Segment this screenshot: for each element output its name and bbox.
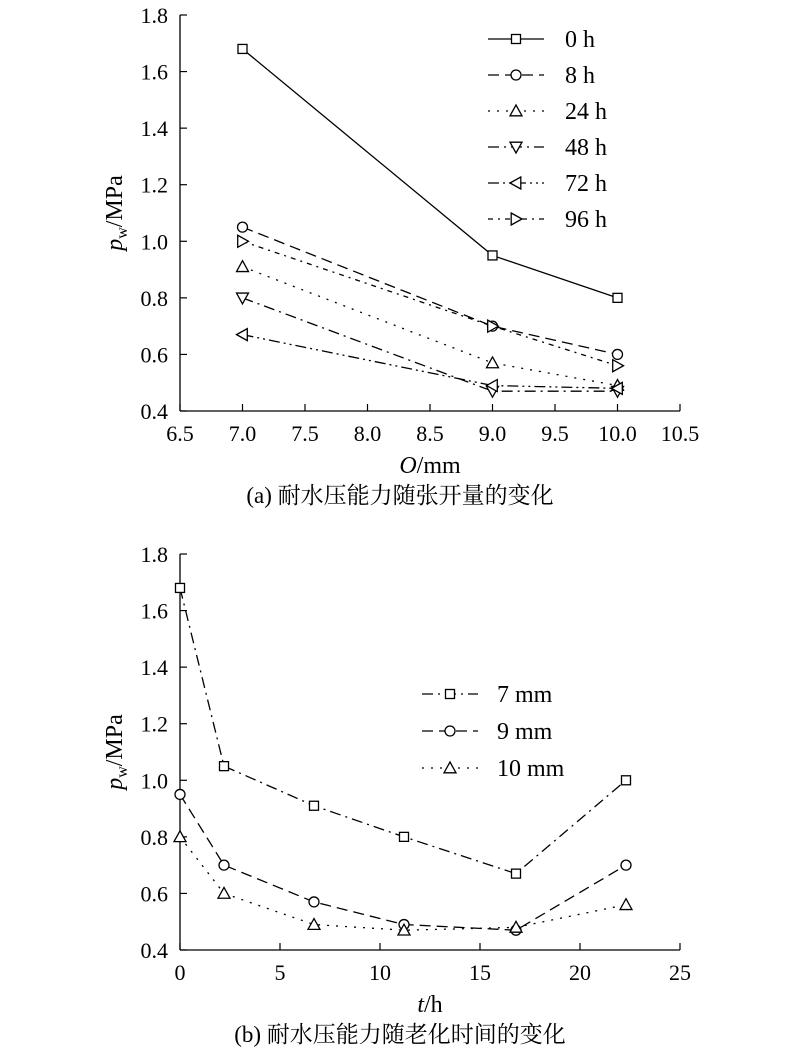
series-72-h bbox=[237, 329, 623, 395]
data-point bbox=[309, 897, 319, 907]
x-tick-label: 10 bbox=[369, 960, 391, 985]
data-point bbox=[308, 919, 320, 930]
y-tick-label: 1.2 bbox=[140, 711, 168, 737]
series-8-h bbox=[238, 222, 623, 359]
data-point bbox=[175, 789, 185, 799]
y-tick-label: 0.8 bbox=[140, 285, 168, 311]
chart-caption: (a) 耐水压能力随张开量的变化 bbox=[246, 483, 554, 508]
x-tick-label: 5 bbox=[274, 960, 286, 985]
x-tick-label: 7.0 bbox=[228, 421, 257, 446]
y-axis-label: $p_w$/MPa bbox=[102, 175, 131, 251]
series-line bbox=[180, 588, 626, 874]
series-line bbox=[243, 335, 618, 389]
data-point bbox=[218, 887, 230, 898]
y-tick-label: 1.6 bbox=[140, 59, 168, 85]
legend-entry bbox=[488, 27, 595, 53]
legend-entry bbox=[422, 756, 565, 782]
series-line bbox=[180, 837, 626, 930]
x-tick-label: 0 bbox=[174, 960, 186, 985]
legend-marker bbox=[445, 726, 455, 736]
legend-label: 24 h bbox=[565, 99, 607, 125]
x-axis-label: t/h bbox=[417, 992, 443, 1018]
legend-entry bbox=[488, 63, 595, 89]
data-point bbox=[237, 261, 249, 272]
legend-marker bbox=[511, 213, 522, 225]
legend-entry bbox=[488, 207, 607, 233]
data-point bbox=[176, 583, 185, 592]
legend-marker bbox=[444, 762, 456, 773]
legend-label: 48 h bbox=[565, 135, 607, 161]
legend-label: 7 mm bbox=[497, 682, 553, 708]
y-tick-label: 0.6 bbox=[140, 342, 168, 368]
y-tick-label: 1.0 bbox=[140, 229, 168, 255]
y-tick-label: 0.6 bbox=[140, 881, 168, 907]
data-point bbox=[488, 251, 497, 260]
legend-marker bbox=[511, 70, 521, 80]
legend-label: 96 h bbox=[565, 207, 607, 233]
legend-label: 8 h bbox=[565, 63, 595, 89]
series-9-mm bbox=[175, 789, 631, 935]
data-point bbox=[613, 293, 622, 302]
data-point bbox=[622, 776, 631, 785]
x-tick-label: 10.0 bbox=[598, 421, 637, 446]
series-96-h bbox=[238, 235, 624, 371]
x-tick-label: 8.5 bbox=[416, 421, 444, 446]
series-7-mm bbox=[176, 583, 631, 878]
legend-label: 72 h bbox=[565, 171, 607, 197]
legend-marker bbox=[510, 177, 521, 189]
y-tick-label: 1.0 bbox=[140, 768, 168, 794]
data-point bbox=[620, 899, 632, 910]
legend-entry bbox=[488, 135, 607, 161]
x-tick-label: 10.5 bbox=[660, 421, 700, 446]
y-tick-label: 1.6 bbox=[140, 598, 168, 624]
y-tick-label: 1.4 bbox=[140, 116, 168, 142]
x-tick-label: 20 bbox=[569, 960, 591, 985]
y-tick-label: 1.8 bbox=[140, 542, 168, 567]
x-tick-label: 9.5 bbox=[541, 421, 569, 446]
x-tick-label: 9.0 bbox=[478, 421, 507, 446]
legend-marker bbox=[510, 105, 522, 116]
series-line bbox=[180, 794, 626, 930]
data-point bbox=[310, 801, 319, 810]
legend-marker bbox=[512, 35, 521, 44]
legend-entry bbox=[422, 682, 553, 708]
series-line bbox=[243, 227, 618, 354]
series-line bbox=[243, 49, 618, 298]
data-point bbox=[400, 832, 409, 841]
y-tick-label: 1.4 bbox=[140, 655, 168, 681]
data-point bbox=[219, 860, 229, 870]
legend-entry bbox=[488, 171, 607, 197]
y-tick-label: 1.8 bbox=[140, 3, 168, 28]
data-point bbox=[238, 222, 248, 232]
y-tick-label: 0.4 bbox=[140, 938, 168, 963]
series-line bbox=[243, 241, 618, 365]
data-point bbox=[613, 349, 623, 359]
chart-caption: (b) 耐水压能力随老化时间的变化 bbox=[234, 1022, 566, 1047]
data-point bbox=[621, 860, 631, 870]
x-tick-label: 8.0 bbox=[353, 421, 382, 446]
data-point bbox=[237, 329, 248, 341]
x-tick-label: 6.5 bbox=[166, 421, 194, 446]
legend-entry bbox=[488, 99, 607, 125]
legend-label: 0 h bbox=[565, 27, 595, 53]
series-line bbox=[243, 298, 618, 391]
legend-entry bbox=[422, 719, 553, 745]
data-point bbox=[237, 293, 249, 304]
x-axis-label: O/mm bbox=[399, 453, 461, 479]
x-tick-label: 15 bbox=[469, 960, 491, 985]
data-point bbox=[238, 44, 247, 53]
chart-panel-b bbox=[102, 542, 691, 1047]
x-tick-label: 25 bbox=[669, 960, 691, 985]
y-tick-label: 1.2 bbox=[140, 172, 168, 198]
y-axis-label: $p_w$/MPa bbox=[102, 714, 131, 790]
series-48-h bbox=[237, 293, 624, 397]
data-point bbox=[613, 360, 624, 372]
data-point bbox=[512, 869, 521, 878]
data-point bbox=[487, 357, 499, 368]
data-point bbox=[238, 235, 249, 247]
legend-marker bbox=[446, 690, 455, 699]
x-tick-label: 7.5 bbox=[291, 421, 319, 446]
chart-panel-a bbox=[102, 3, 699, 508]
data-point bbox=[220, 762, 229, 771]
legend-label: 9 mm bbox=[497, 719, 553, 745]
y-tick-label: 0.8 bbox=[140, 824, 168, 850]
y-tick-label: 0.4 bbox=[140, 399, 168, 424]
legend-label: 10 mm bbox=[497, 756, 565, 782]
